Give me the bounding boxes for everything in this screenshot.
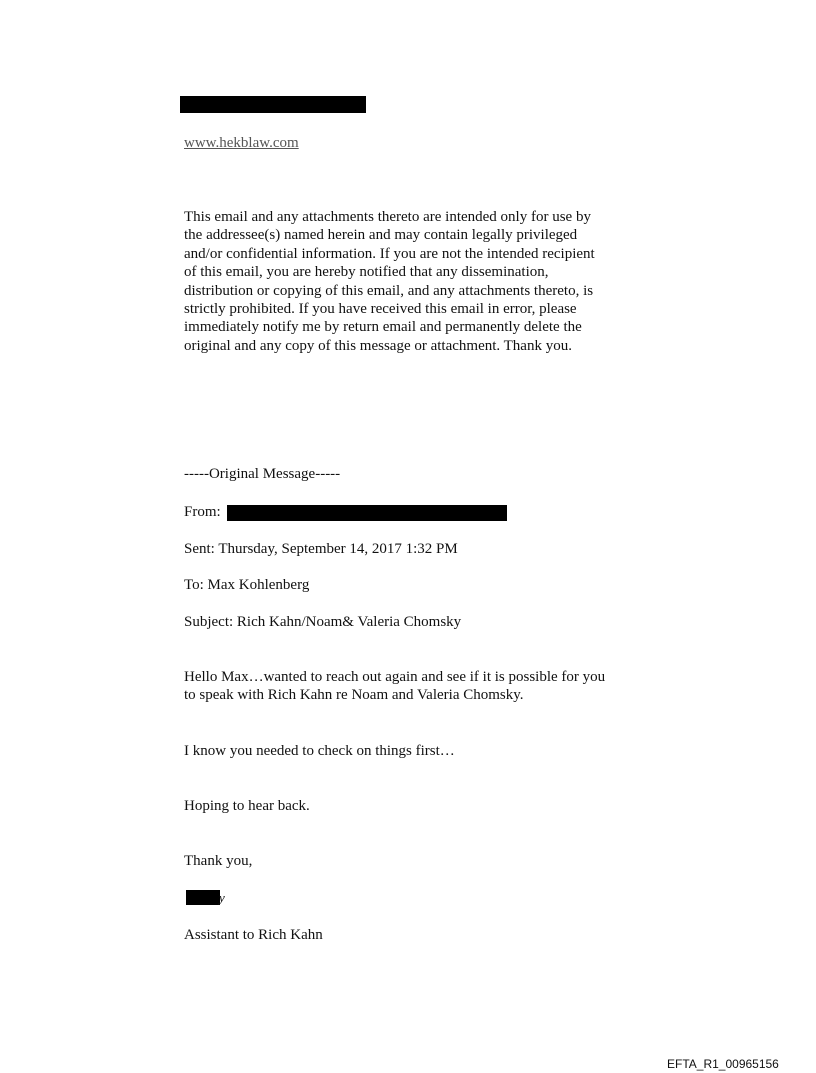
signer-title: Assistant to Rich Kahn <box>184 927 323 943</box>
sent-line: Sent: Thursday, September 14, 2017 1:32 PM <box>184 541 458 557</box>
body-paragraph-1: Hello Max…wanted to reach out again and see if it is possible for you to speak with Rich Kahn re Noam and Valeria Chomsky. <box>184 669 606 704</box>
redacted-signer-name <box>186 890 220 905</box>
closing-line: Thank you, <box>184 853 253 869</box>
signer-trailing-char: y <box>219 890 225 905</box>
website-link[interactable]: www.hekblaw.com <box>184 135 299 151</box>
body-paragraph-2: I know you needed to check on things first… <box>184 743 455 759</box>
redacted-sender <box>227 505 507 521</box>
confidentiality-disclaimer: This email and any attachments thereto are intended only for use by the addressee(s) named herein and may contain legally privileged and/or confidential information. If you are not the intended recipient of this email, you are hereby notified that any dissemination, distribution or copying of this email, and any attachments thereto, is strictly prohibited. If you have received this email in error, please immediately notify me by return email and permanently delete the original and any copy of this message or attachment. Thank you. <box>184 209 595 354</box>
original-message-separator: -----Original Message----- <box>184 466 341 482</box>
to-line: To: Max Kohlenberg <box>184 577 310 593</box>
redacted-name-top <box>180 96 366 113</box>
from-label: From: <box>184 504 221 520</box>
bates-number: EFTA_R1_00965156 <box>667 1057 779 1071</box>
subject-line: Subject: Rich Kahn/Noam& Valeria Chomsky <box>184 614 462 630</box>
body-paragraph-3: Hoping to hear back. <box>184 798 310 814</box>
